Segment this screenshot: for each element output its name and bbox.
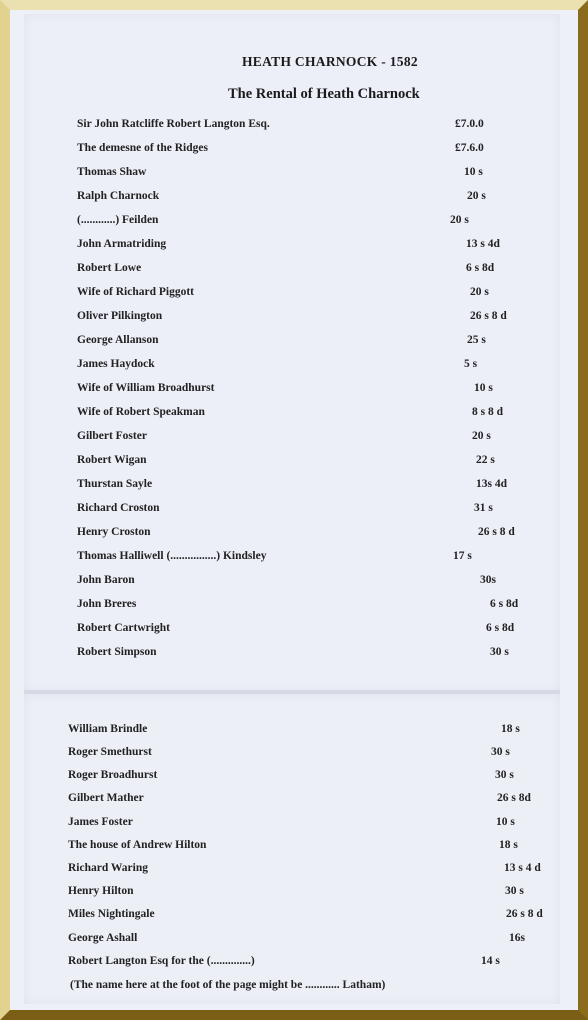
entry-amount: 31 s [474, 502, 493, 514]
entry-amount: 22 s [476, 454, 495, 466]
entry-amount: 13 s 4d [466, 238, 500, 250]
entry-amount: 26 s 8 d [478, 526, 515, 538]
rental-entry [0, 166, 588, 182]
entry-name: John Breres [77, 598, 137, 610]
entry-name: John Armatriding [77, 238, 167, 250]
entry-amount: 5 s [464, 358, 478, 370]
entry-amount: £7.6.0 [455, 142, 484, 154]
entry-name: Ralph Charnock [77, 190, 160, 202]
rental-entry [0, 746, 588, 762]
entry-name: Miles Nightingale [68, 908, 155, 920]
entry-name: James Haydock [77, 358, 155, 370]
entry-name: Roger Smethurst [68, 746, 152, 758]
rental-entry [0, 646, 588, 662]
rental-entry [0, 262, 588, 278]
document-title: HEATH CHARNOCK - 1582 [242, 54, 418, 69]
rental-entry [0, 358, 588, 374]
entry-amount: 30s [480, 574, 496, 586]
entry-name: Gilbert Mather [68, 792, 144, 804]
rental-entry [0, 238, 588, 254]
entry-name: Thomas Shaw [77, 166, 147, 178]
footnote: (The name here at the foot of the page might be ............ Latham) [70, 979, 386, 991]
rental-entry [0, 526, 588, 542]
entry-amount: 6 s 8d [486, 622, 515, 634]
entry-amount: 30 s [491, 746, 510, 758]
rental-entry [0, 839, 588, 855]
entry-amount: 25 s [467, 334, 486, 346]
rental-entry [0, 118, 588, 134]
rental-entry [0, 334, 588, 350]
entry-name: (............) Feilden [77, 214, 159, 226]
rental-entry [0, 622, 588, 638]
entry-name: Gilbert Foster [77, 430, 147, 442]
entry-amount: 26 s 8 d [506, 908, 543, 920]
entry-amount: 26 s 8d [497, 792, 531, 804]
entry-name: Wife of Richard Piggott [77, 286, 195, 298]
entry-amount: 6 s 8d [466, 262, 495, 274]
rental-entry [0, 478, 588, 494]
rental-entry [0, 574, 588, 590]
entry-amount: 10 s [496, 816, 515, 828]
rental-entry [0, 142, 588, 158]
rental-entry [0, 502, 588, 518]
rental-entry [0, 550, 588, 566]
entry-name: The house of Andrew Hilton [68, 839, 207, 851]
entry-amount: 17 s [453, 550, 472, 562]
entry-name: Thurstan Sayle [77, 478, 153, 490]
rental-entry [0, 382, 588, 398]
entry-amount: 13s 4d [476, 478, 507, 490]
entry-name: Robert Wigan [77, 454, 147, 466]
entry-name: William Brindle [68, 723, 148, 735]
entry-amount: 6 s 8d [490, 598, 519, 610]
rental-entry [0, 932, 588, 948]
entry-amount: 10 s [474, 382, 493, 394]
entry-amount: 16s [509, 932, 525, 944]
entry-name: Richard Waring [68, 862, 148, 874]
rental-entry [0, 190, 588, 206]
entry-name: Richard Croston [77, 502, 160, 514]
entry-name: Roger Broadhurst [68, 769, 158, 781]
entry-amount: 30 s [490, 646, 509, 658]
entry-name: Sir John Ratcliffe Robert Langton Esq. [77, 118, 270, 130]
entry-amount: 18 s [501, 723, 520, 735]
rental-entry [0, 769, 588, 785]
entry-name: The demesne of the Ridges [77, 142, 208, 154]
rental-entry [0, 598, 588, 614]
entry-name: John Baron [77, 574, 135, 586]
entry-name: James Foster [68, 816, 133, 828]
rental-entry [0, 454, 588, 470]
entry-amount: 13 s 4 d [504, 862, 541, 874]
rental-entry [0, 908, 588, 924]
entry-amount: 20 s [472, 430, 491, 442]
entry-name: Robert Langton Esq for the (..............) [68, 955, 255, 967]
entry-amount: 30 s [505, 885, 524, 897]
entry-amount: 14 s [481, 955, 500, 967]
entry-amount: 18 s [499, 839, 518, 851]
rental-entry [0, 862, 588, 878]
entry-name: Henry Croston [77, 526, 151, 538]
entry-amount: 8 s 8 d [472, 406, 503, 418]
rental-entry [0, 406, 588, 422]
rental-entry [0, 310, 588, 326]
entry-amount: 20 s [450, 214, 469, 226]
entry-amount: 20 s [467, 190, 486, 202]
entry-name: Robert Lowe [77, 262, 142, 274]
document-subtitle: The Rental of Heath Charnock [228, 86, 420, 102]
entry-amount: 26 s 8 d [470, 310, 507, 322]
entry-amount: 20 s [470, 286, 489, 298]
rental-entry [0, 430, 588, 446]
entry-name: Oliver Pilkington [77, 310, 163, 322]
entry-name: Wife of Robert Speakman [77, 406, 205, 418]
rental-entry [0, 286, 588, 302]
entry-name: George Allanson [77, 334, 159, 346]
rental-entry [0, 955, 588, 971]
entry-name: George Ashall [68, 932, 138, 944]
document-page-1 [24, 14, 560, 692]
rental-entry [0, 792, 588, 808]
entry-name: Thomas Halliwell (................) Kindsley [77, 550, 267, 562]
rental-entry [0, 214, 588, 230]
entry-name: Robert Simpson [77, 646, 157, 658]
entry-amount: 10 s [464, 166, 483, 178]
entry-amount: 30 s [495, 769, 514, 781]
entry-name: Henry Hilton [68, 885, 134, 897]
entry-name: Robert Cartwright [77, 622, 170, 634]
rental-entry [0, 723, 588, 739]
entry-amount: £7.0.0 [455, 118, 484, 130]
rental-entry [0, 816, 588, 832]
entry-name: Wife of William Broadhurst [77, 382, 215, 394]
rental-entry [0, 885, 588, 901]
